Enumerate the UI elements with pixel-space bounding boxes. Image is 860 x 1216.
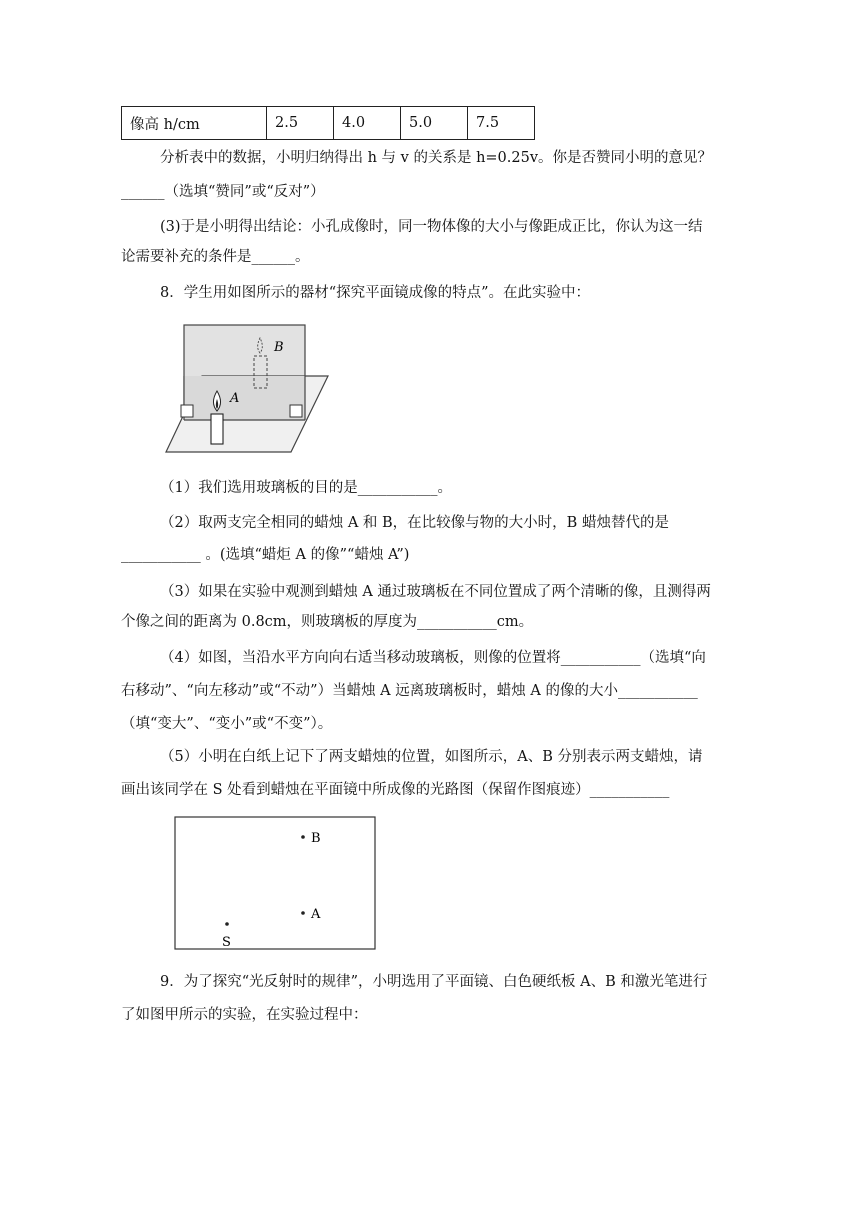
data-table <box>121 106 535 140</box>
paper-box <box>175 817 375 949</box>
point-b <box>301 835 305 839</box>
q8-part4-line1: （4）如图，当沿水平方向向右适当移动玻璃板，则像的位置将___________（选填“向 <box>160 650 706 666</box>
q8-part4-line3: （填“变大”、“变小”或“不变”）。 <box>121 716 333 732</box>
table-row-label: 像高 h/cm <box>122 107 267 140</box>
candle-b-label: B <box>274 340 284 355</box>
q7-analysis-line2: ______（选填“赞同”或“反对”） <box>121 184 325 200</box>
q7-analysis-line1: 分析表中的数据，小明归纳得出 h 与 v 的关系是 h=0.25v。你是否赞同小明的意见？ <box>160 150 713 166</box>
q8-part2-line2: ___________ 。(选填“蜡炬 A 的像”“蜡烛 A”) <box>121 547 410 563</box>
point-s-label: S <box>222 935 231 950</box>
q8-part3-line2: 个像之间的距离为 0.8cm，则玻璃板的厚度为___________cm。 <box>121 614 534 630</box>
table-cell: 2.5 <box>267 107 334 140</box>
point-a-label: A <box>311 907 321 922</box>
support-block <box>181 405 193 417</box>
point-b-label: B <box>311 831 321 846</box>
q8-title: 8．学生用如图所示的器材“探究平面镜成像的特点”。在此实验中： <box>160 285 591 301</box>
q8-part1: （1）我们选用玻璃板的目的是___________。 <box>160 480 452 496</box>
q8-part3-line1: （3）如果在实验中观测到蜡烛 A 通过玻璃板在不同位置成了两个清晰的像，且测得两 <box>160 584 711 600</box>
table-cell: 7.5 <box>468 107 535 140</box>
support-block <box>290 405 302 417</box>
plane-mirror-figure <box>150 318 340 458</box>
table-cell: 5.0 <box>401 107 468 140</box>
q9-line2: 了如图甲所示的实验，在实验过程中： <box>121 1007 368 1023</box>
q8-part2-line1: （2）取两支完全相同的蜡烛 A 和 B，在比较像与物的大小时，B 蜡烛替代的是 <box>160 515 669 531</box>
point-a <box>301 911 305 915</box>
q9-line1: 9．为了探究“光反射时的规律”，小明选用了平面镜、白色硬纸板 A、B 和激光笔进行 <box>160 974 708 990</box>
q7-part3-line2: 论需要补充的条件是______。 <box>121 249 310 265</box>
candle-position-figure <box>174 816 378 952</box>
candle-a-label: A <box>230 391 240 406</box>
point-s <box>225 922 229 926</box>
q8-part5-line1: （5）小明在白纸上记下了两支蜡烛的位置，如图所示，A、B 分别表示两支蜡烛，请 <box>160 749 703 765</box>
q8-part5-line2: 画出该同学在 S 处看到蜡烛在平面镜中所成像的光路图（保留作图痕迹）___________ <box>121 782 670 798</box>
candle-a <box>211 414 223 444</box>
q8-part4-line2: 右移动”、“向左移动”或“不动”）当蜡烛 A 远离玻璃板时，蜡烛 A 的像的大小___________ <box>121 683 698 699</box>
table-cell: 4.0 <box>334 107 401 140</box>
q7-part3-line1: (3)于是小明得出结论：小孔成像时，同一物体像的大小与像距成正比，你认为这一结 <box>160 219 703 235</box>
table-row <box>122 107 535 140</box>
